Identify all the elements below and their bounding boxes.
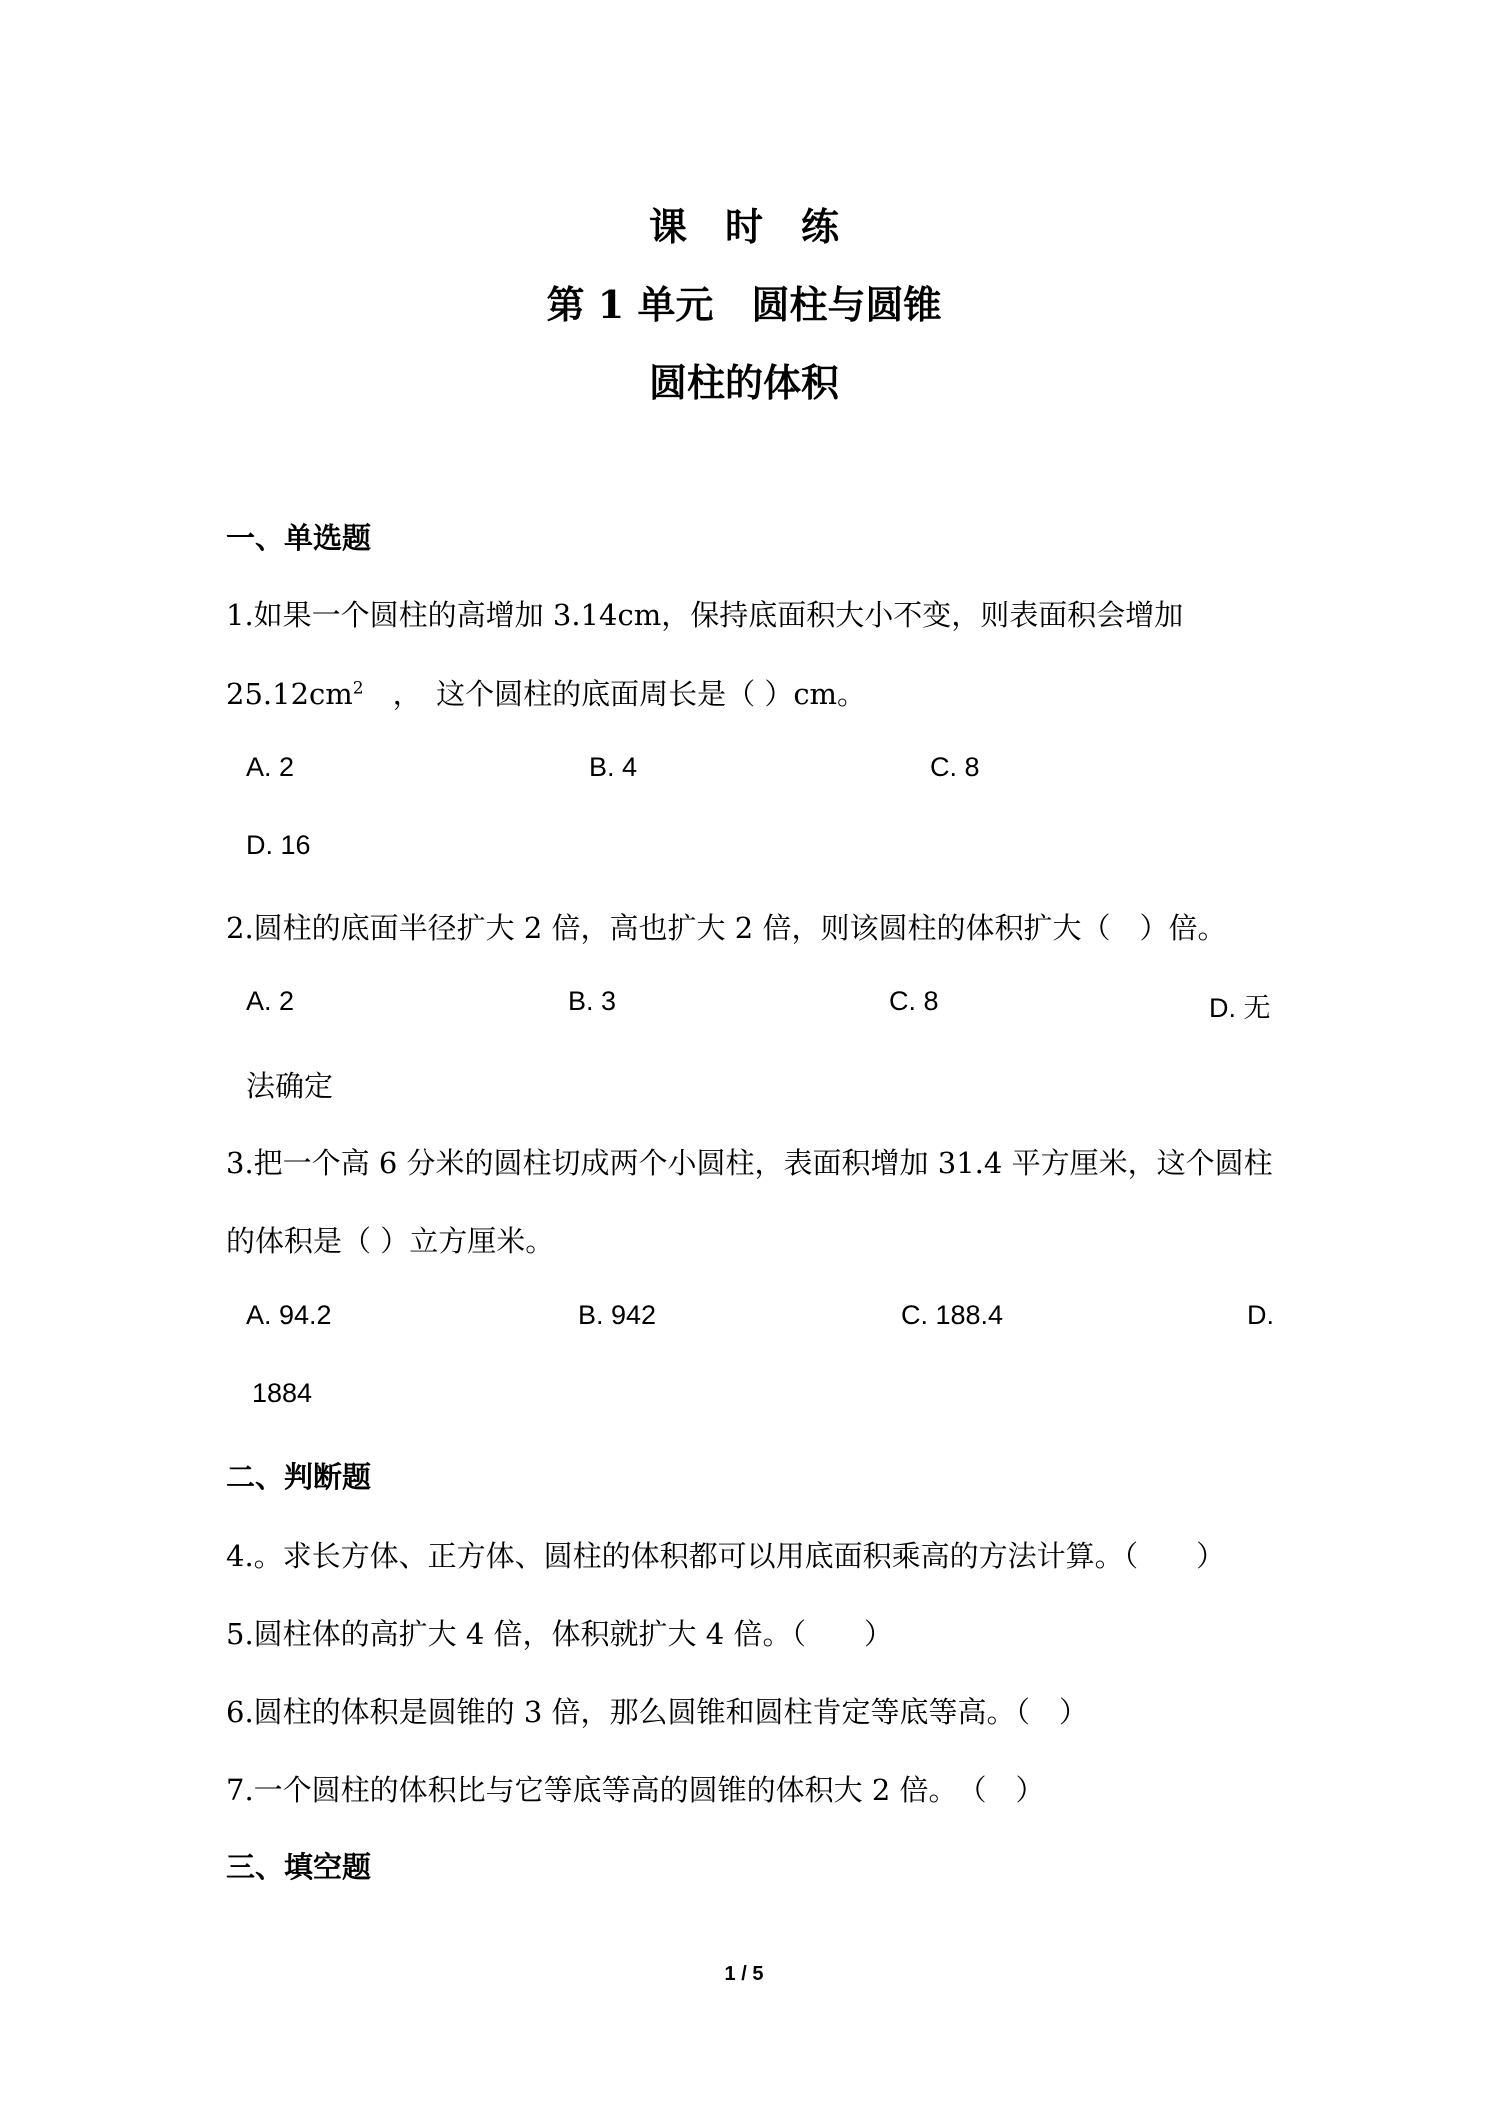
question-1-prompt: ， 这个圆柱的底面周长是（ ）cm。 [363,677,867,711]
question-2-option-a[interactable]: A. 2 [246,986,295,1016]
question-1-option-b[interactable]: B. 4 [589,752,638,782]
question-1-option-c[interactable]: C. 8 [930,752,980,782]
question-4: 4.。求长方体、正方体、圆柱的体积都可以用底面积乘高的方法计算。（ ） [226,1539,1226,1573]
question-3-option-b[interactable]: B. 942 [578,1300,657,1330]
question-2: 2.圆柱的底面半径扩大 2 倍，高也扩大 2 倍，则该圆柱的体积扩大（ ）倍。 [226,911,1227,945]
question-1-area: 25.12cm [226,677,353,711]
question-3-line-2: 的体积是（ ）立方厘米。 [226,1224,555,1258]
section-heading-true-false: 二、判断题 [226,1460,372,1494]
question-1-option-a[interactable]: A. 2 [246,752,295,782]
question-6: 6.圆柱的体积是圆锥的 3 倍，那么圆锥和圆柱肯定等底等高。（ ） [226,1695,1089,1729]
question-1-option-d[interactable]: D. 16 [246,830,311,860]
question-5: 5.圆柱体的高扩大 4 倍，体积就扩大 4 倍。（ ） [226,1617,893,1651]
question-2-option-d[interactable]: D. 无 [1209,993,1271,1023]
question-3-line-1: 3.把一个高 6 分米的圆柱切成两个小圆柱，表面积增加 31.4 平方厘米，这个圆柱 [226,1146,1273,1180]
question-1-line-2 [226,672,866,713]
question-2-option-c[interactable]: C. 8 [889,986,939,1016]
question-3-option-a[interactable]: A. 94.2 [246,1300,332,1330]
section-heading-fill-blank: 三、填空题 [226,1850,372,1884]
question-2-option-d-continued: 法确定 [246,1069,334,1103]
question-3-option-d-continued: 1884 [252,1378,313,1408]
lesson-title: 圆柱的体积 [648,360,839,405]
question-1-line-1: 1.如果一个圆柱的高增加 3.14cm，保持底面积大小不变，则表面积会增加 [226,598,1184,632]
question-3-option-c[interactable]: C. 188.4 [901,1300,1004,1330]
question-1-unit-superscript: 2 [352,678,364,699]
unit-title: 第 1 单元 圆柱与圆锥 [546,282,942,327]
question-7: 7.一个圆柱的体积比与它等底等高的圆锥的体积大 2 倍。 （ ） [226,1773,1045,1807]
page-number: 1 / 5 [724,1963,764,1985]
section-heading-single-choice: 一、单选题 [226,521,372,555]
page-title: 课 时 练 [648,204,839,249]
question-3-option-d[interactable]: D. [1247,1300,1274,1330]
question-2-option-b[interactable]: B. 3 [568,986,617,1016]
